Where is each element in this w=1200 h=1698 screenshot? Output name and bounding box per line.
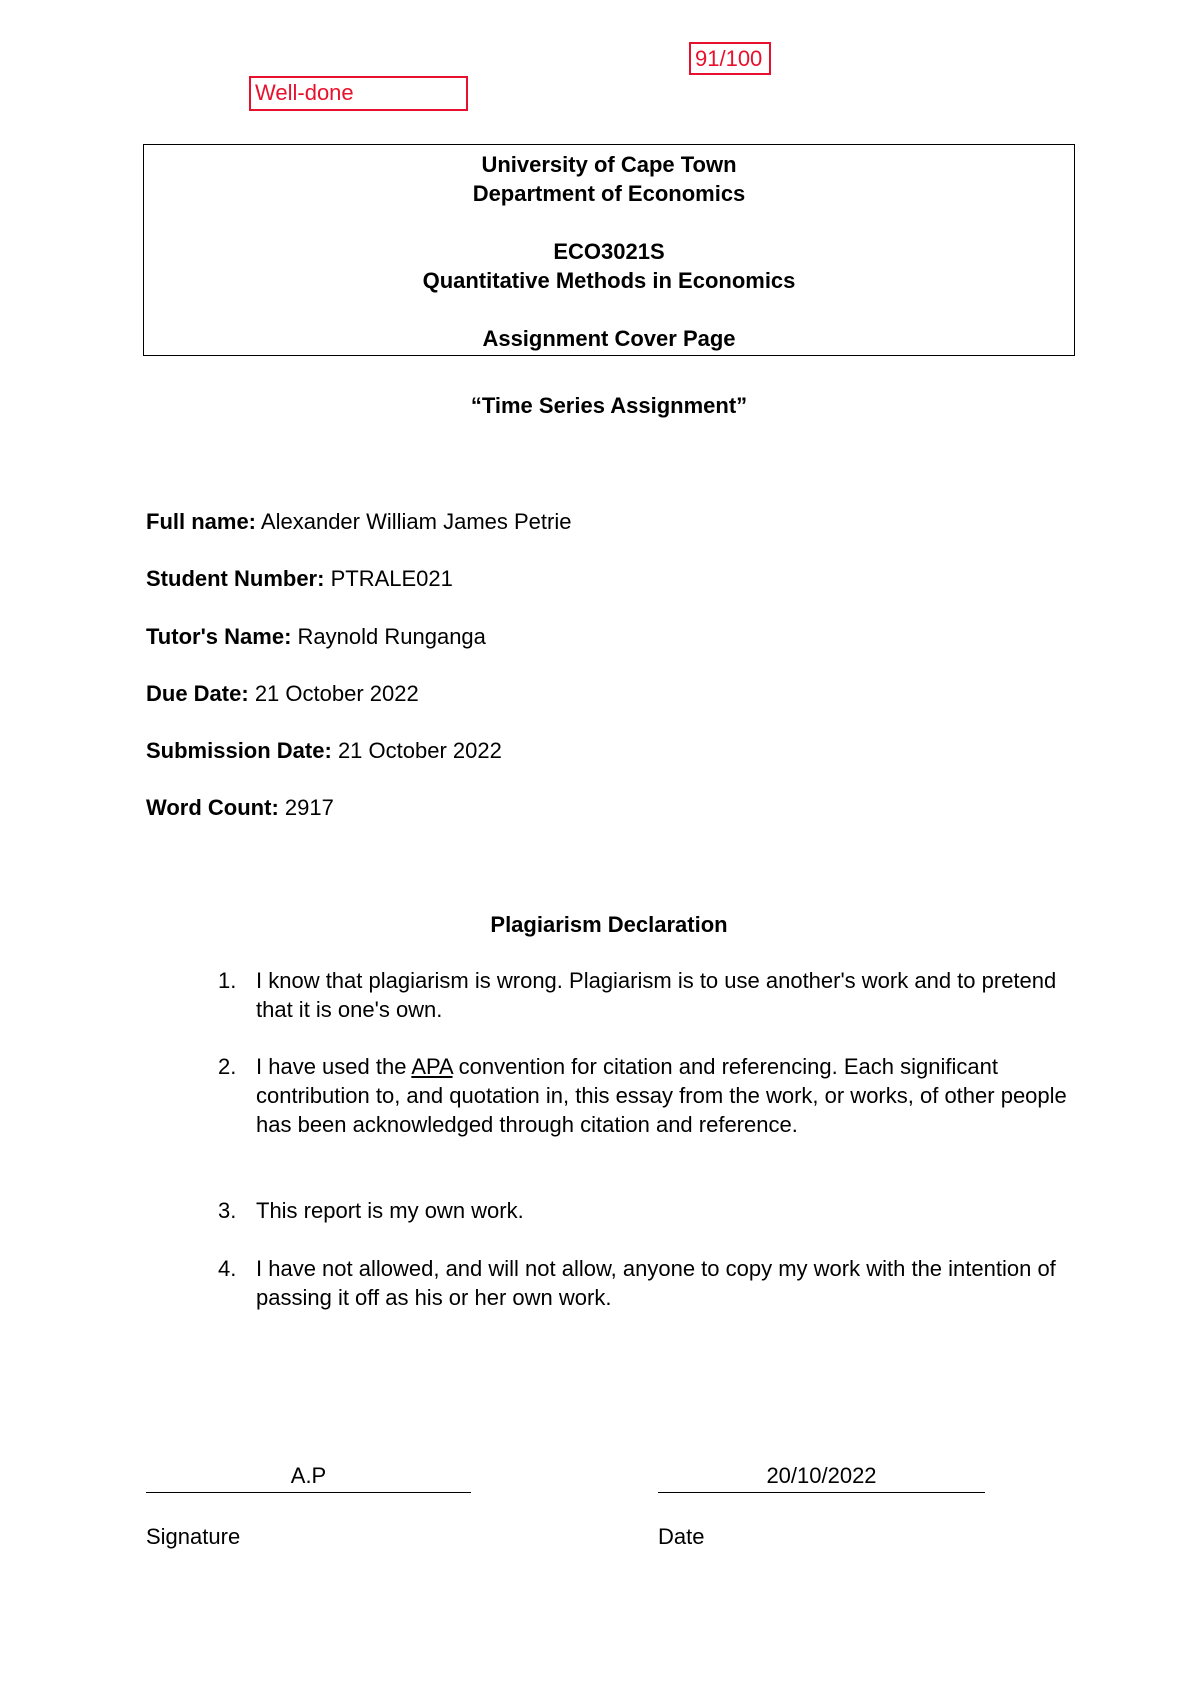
- cover-header-box: [143, 144, 1075, 356]
- declaration-item: 2. I have used the APA convention for citation and referencing. Each significant contribution to, and quotation in, this essay from the work, or works, of other people has been acknowledged through citation and reference.: [218, 1054, 1067, 1137]
- course-code: ECO3021S: [553, 239, 665, 264]
- declaration-item: 4. I have not allowed, and will not allow, anyone to copy my work with the intention of passing it off as his or her own work.: [218, 1256, 1056, 1310]
- field-full-name: Full name: Alexander William James Petrie: [146, 509, 572, 534]
- declaration-item: 1. I know that plagiarism is wrong. Plagiarism is to use another's work and to pretend that it is one's own.: [218, 968, 1057, 1022]
- declaration-item: 3. This report is my own work.: [218, 1198, 524, 1223]
- department-name: Department of Economics: [472, 181, 746, 206]
- field-tutor-name: Tutor's Name: Raynold Runganga: [146, 624, 486, 649]
- grade-annotation: 91/100: [689, 42, 771, 75]
- course-name: Quantitative Methods in Economics: [422, 268, 796, 293]
- apa-reference: APA: [411, 1054, 453, 1079]
- field-submission-date: Submission Date: 21 October 2022: [146, 738, 502, 763]
- field-due-date: Due Date: 21 October 2022: [146, 681, 419, 706]
- signature-line: A.P: [146, 1465, 471, 1493]
- page-type: Assignment Cover Page: [482, 326, 736, 351]
- date-label: Date: [658, 1524, 705, 1549]
- university-name: University of Cape Town: [481, 152, 737, 177]
- field-word-count: Word Count: 2917: [146, 795, 334, 820]
- declaration-title: Plagiarism Declaration: [490, 912, 728, 937]
- assignment-title: “Time Series Assignment”: [470, 393, 748, 418]
- date-line: 20/10/2022: [658, 1465, 985, 1493]
- comment-annotation: Well-done: [249, 76, 468, 111]
- field-student-number: Student Number: PTRALE021: [146, 566, 453, 591]
- signature-label: Signature: [146, 1524, 241, 1549]
